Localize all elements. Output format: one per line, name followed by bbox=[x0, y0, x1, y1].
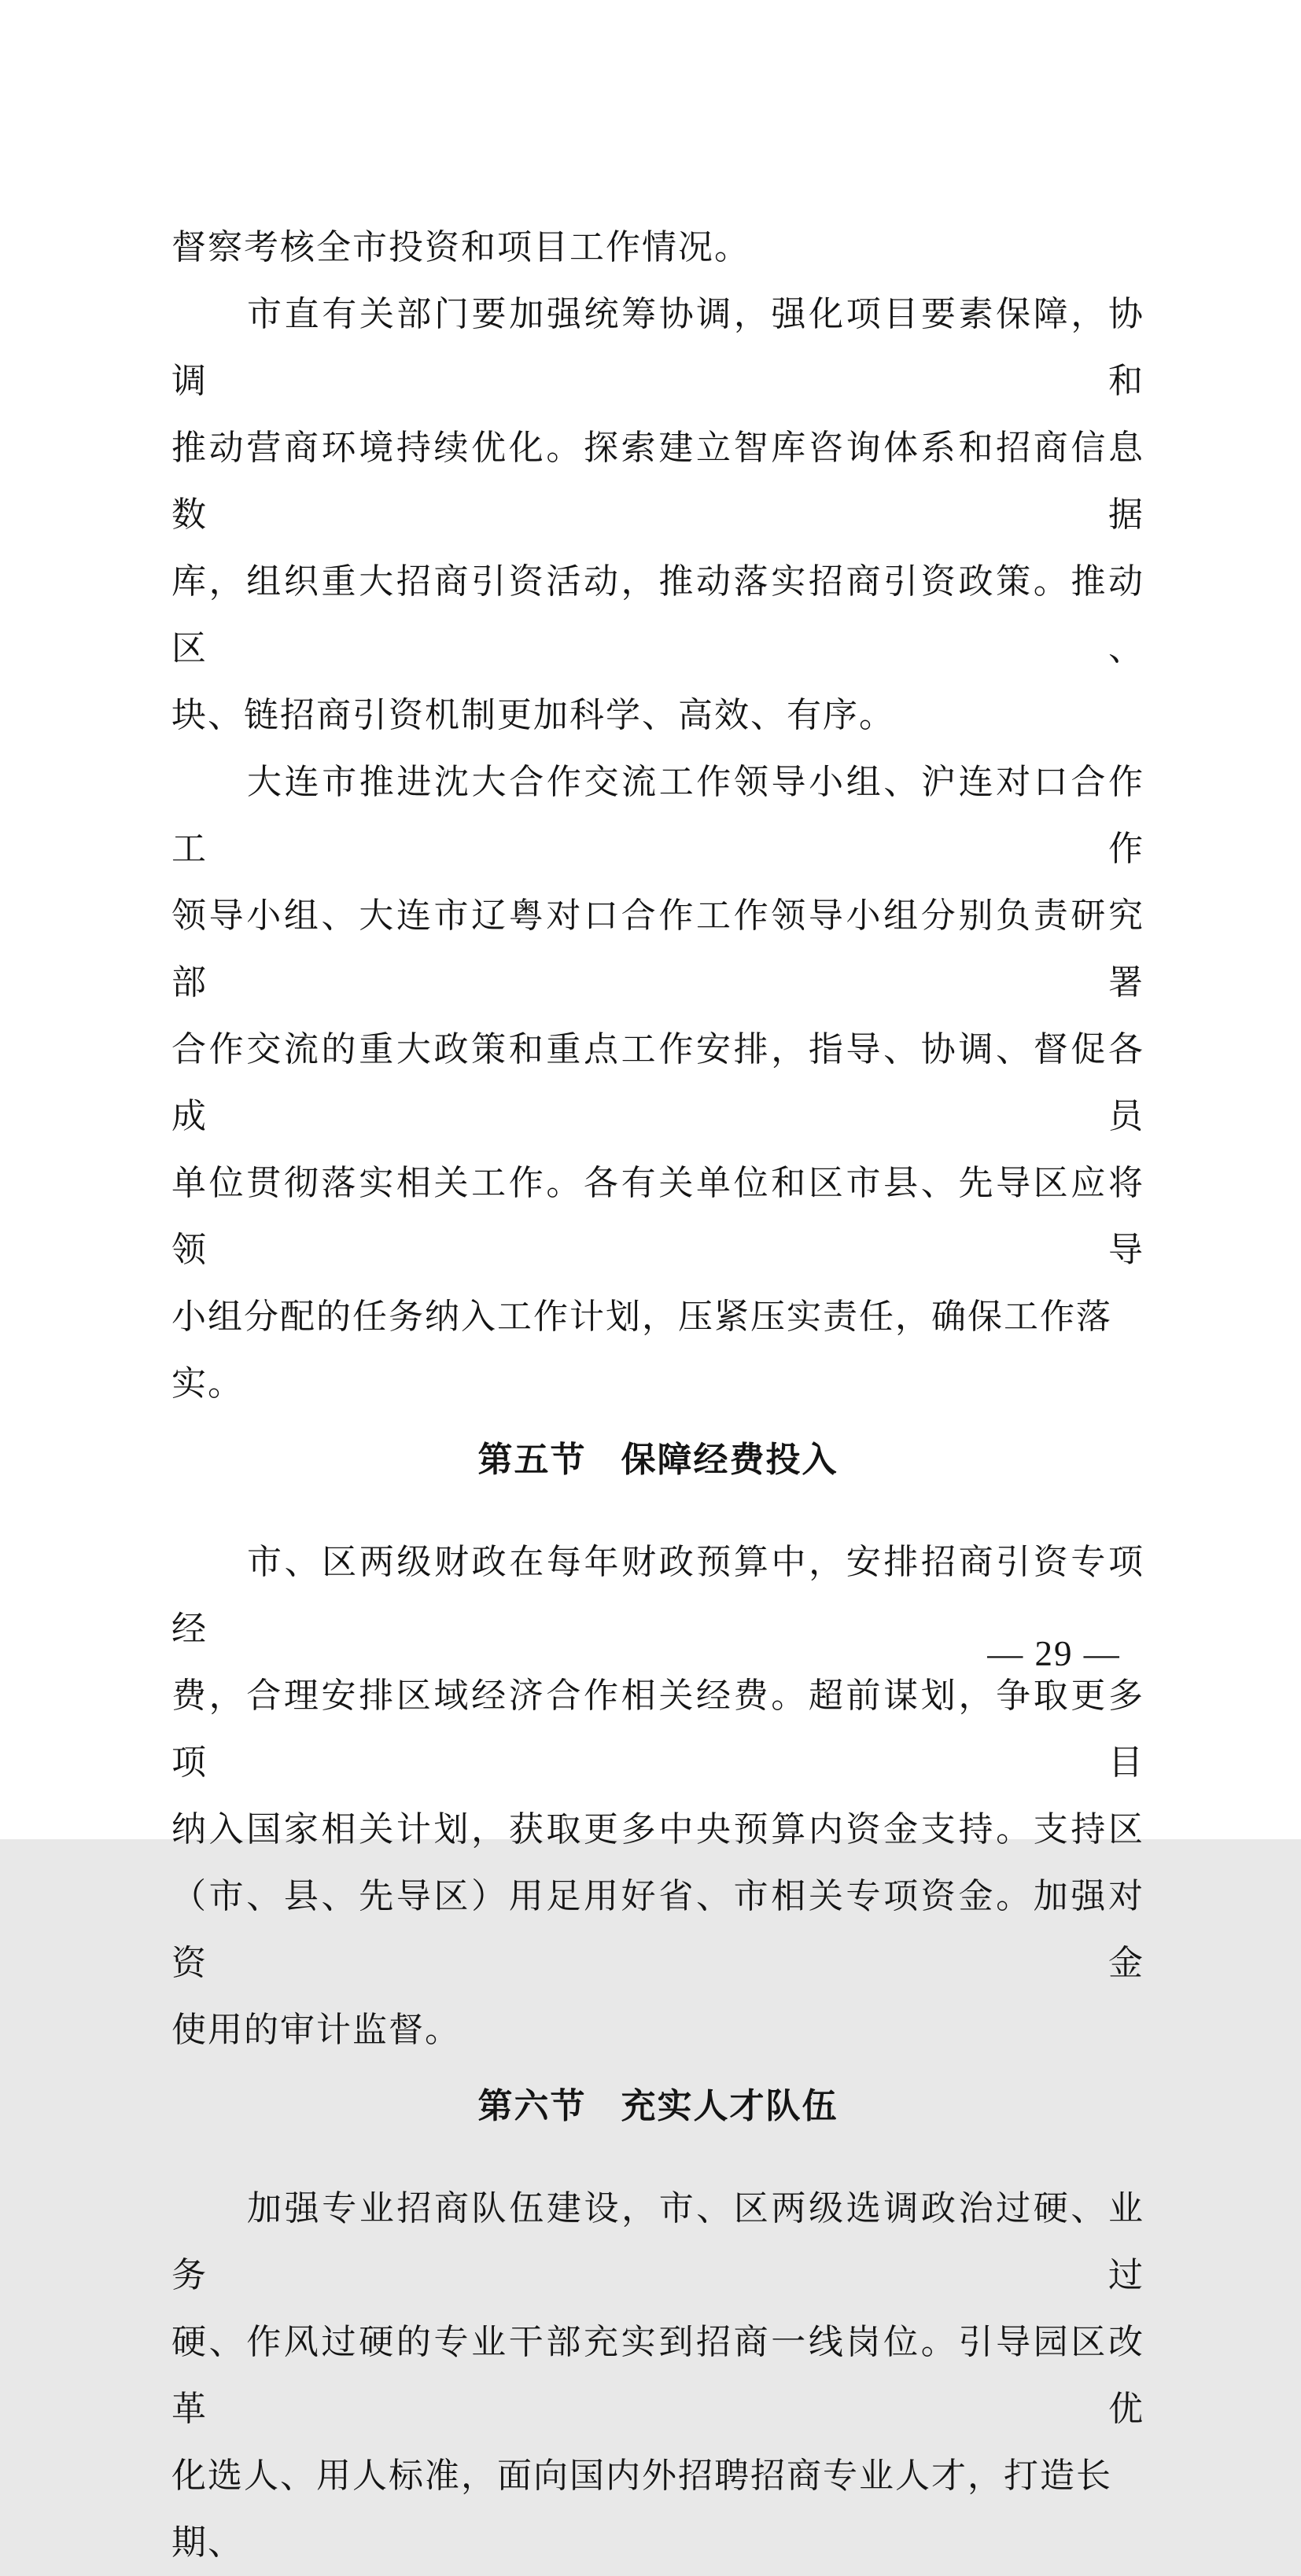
section-title: 保障经费投入 bbox=[621, 1441, 838, 1479]
body-line: 库，组织重大招商引资活动，推动落实招商引资政策。推动区、 bbox=[171, 562, 1144, 668]
body-line: 领导小组、大连市辽粤对口合作工作领导小组分别负责研究部署 bbox=[171, 896, 1144, 1002]
body-line: 费，合理安排区域经济合作相关经费。超前谋划，争取更多项目 bbox=[171, 1676, 1144, 1782]
body-line: 市、区两级财政在每年财政预算中，安排招商引资专项经 bbox=[171, 1543, 1144, 1648]
body-line: 使用的审计监督。 bbox=[171, 2011, 461, 2049]
section-title: 充实人才队伍 bbox=[621, 2087, 838, 2125]
section-heading bbox=[171, 1426, 1144, 1493]
page-number: — 29 — bbox=[987, 1634, 1121, 1673]
body-line: 小组分配的任务纳入工作计划，压紧压实责任，确保工作落实。 bbox=[171, 1297, 1112, 1403]
body-line: （市、县、先导区）用足用好省、市相关专项资金。加强对资金 bbox=[171, 1877, 1144, 1982]
body-line: 大连市推进沈大合作交流工作领导小组、沪连对口合作工作 bbox=[171, 763, 1144, 868]
body-line: 督察考核全市投资和项目工作情况。 bbox=[171, 228, 750, 267]
section-heading bbox=[171, 2073, 1144, 2140]
body-line: 合作交流的重大政策和重点工作安排，指导、协调、督促各成员 bbox=[171, 1030, 1144, 1135]
section-number: 第五节 bbox=[477, 1441, 587, 1479]
body-line: 硬、作风过硬的专业干部充实到招商一线岗位。引导园区改革优 bbox=[171, 2323, 1144, 2428]
body-line: 推动营商环境持续优化。探索建立智库咨询体系和招商信息数据 bbox=[171, 429, 1144, 534]
body-line: 块、链招商引资机制更加科学、高效、有序。 bbox=[171, 696, 895, 734]
document-body bbox=[171, 214, 1144, 2576]
body-line: 化选人、用人标准，面向国内外招聘招商专业人才，打造长期、 bbox=[171, 2456, 1112, 2562]
body-line: 单位贯彻落实相关工作。各有关单位和区市县、先导区应将领导 bbox=[171, 1164, 1144, 1269]
section-number: 第六节 bbox=[477, 2087, 587, 2125]
body-line: 纳入国家相关计划，获取更多中央预算内资金支持。支持区 bbox=[171, 1810, 1144, 1849]
body-line: 市直有关部门要加强统筹协调，强化项目要素保障，协调和 bbox=[171, 295, 1144, 400]
body-line: 加强专业招商队伍建设，市、区两级选调政治过硬、业务过 bbox=[171, 2189, 1144, 2294]
